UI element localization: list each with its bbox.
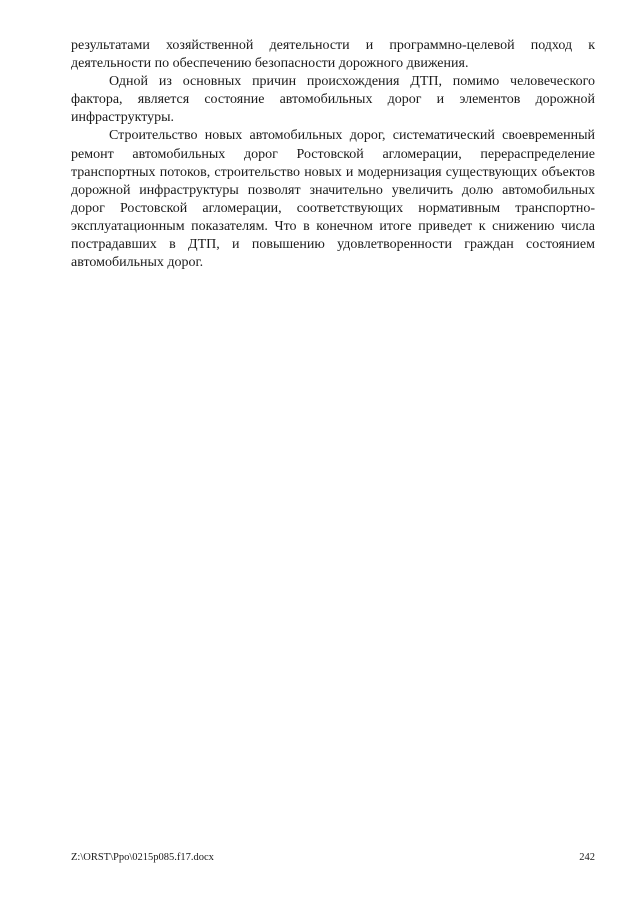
footer-page-number: 242 (579, 852, 595, 863)
paragraph-3: Строительство новых автомобильных дорог, систематический своевременный ремонт автомобильных дорог Ростовской агломерации, перераспределение транспортных потоков, строительство новых и модернизация существующих объектов дорожной инфраструктуры позволят значительно увеличить долю автомобильных дорог Ростовской агломерации, соответствующих нормативным транспортно-эксплуатационным показателям. Что в конечном итоге приведет к снижению числа пострадавших в ДТП, и повышению удовлетворенности граждан состоянием автомобильных дорог. (71, 128, 595, 271)
paragraph-1: результатами хозяйственной деятельности и программно-целевой подход к деятельности по обеспечению безопасности дорожного движения. (71, 38, 595, 72)
page-footer (71, 851, 595, 865)
footer-file-path: Z:\ORST\Ppo\0215p085.f17.docx (71, 852, 214, 863)
paragraph-2: Одной из основных причин происхождения ДТП, помимо человеческого фактора, является состояние автомобильных дорог и элементов дорожной инфраструктуры. (71, 74, 595, 126)
document-body (71, 37, 595, 272)
